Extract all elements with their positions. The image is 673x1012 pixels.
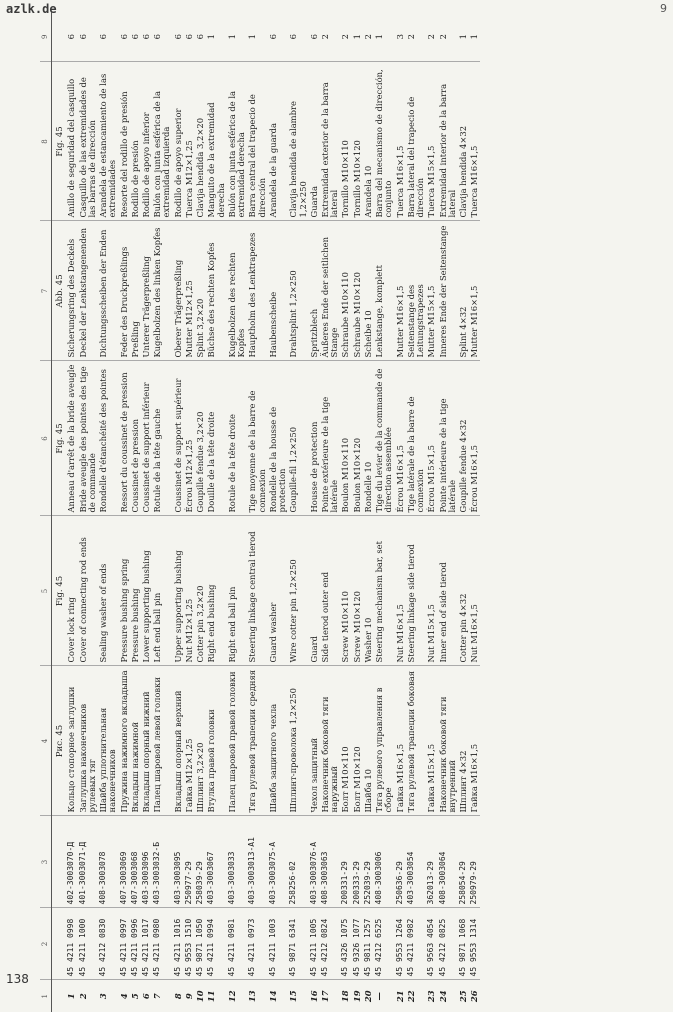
parts-table xyxy=(40,12,480,1012)
figure-label-row xyxy=(52,12,67,1012)
quantity: 6 xyxy=(98,12,118,62)
catalog-number: 45 4211 1016 xyxy=(173,908,184,980)
table-row xyxy=(340,12,351,1012)
name-german: Hauptholm des Lenktrapezes xyxy=(247,221,267,361)
catalog-number: 45 9871 1068 xyxy=(458,908,469,980)
name-spanish: Resorte del rodillo de presión xyxy=(119,62,130,221)
name-french: Pointe extérieure de la tige latérale xyxy=(320,361,340,516)
name-german: Sicherungsring des Deckels xyxy=(66,221,77,361)
catalog-number: 45 9563 4054 xyxy=(426,908,437,980)
name-german: Äußeres Ende der seitlichen Stange xyxy=(320,221,340,361)
name-french: Rondelle de la housse de protection xyxy=(268,361,288,516)
name-german: Mutter M12×1,25 xyxy=(184,221,195,361)
name-spanish: Arandela 10 xyxy=(363,62,374,221)
name-french: Coussinet de support supérieur xyxy=(173,361,184,516)
name-french: Tige du levier de la commande de direction assemblée xyxy=(374,361,394,516)
part-number: 408-3003078 xyxy=(98,816,118,908)
catalog-number: 45 4326 1075 xyxy=(340,908,351,980)
col-header: 9 xyxy=(40,12,52,62)
col-header: 6 xyxy=(40,361,52,516)
part-number: 403-3003067 xyxy=(206,816,226,908)
quantity: 6 xyxy=(195,12,206,62)
quantity: 1 xyxy=(227,12,247,62)
name-french: Housse de protection xyxy=(309,361,320,516)
name-german: Schraube M10×120 xyxy=(352,221,363,361)
table-body xyxy=(66,12,480,1012)
catalog-number: 45 4211 0980 xyxy=(152,908,172,980)
col-header: 7 xyxy=(40,221,52,361)
quantity: 1 xyxy=(469,12,480,62)
name-russian: Шайба защитного чехла xyxy=(268,666,288,816)
table-row xyxy=(458,12,469,1012)
quantity: 6 xyxy=(309,12,320,62)
name-german: Kugelbolzen des linken Kopfes xyxy=(152,221,172,361)
name-french: Coussinet de pression xyxy=(130,361,141,516)
name-german: Mutter M16×1,5 xyxy=(469,221,480,361)
item-number: 10 xyxy=(195,990,206,1003)
name-spanish: Bulón con junta esférica de la extremidad izquierda xyxy=(152,62,172,221)
table-row xyxy=(66,12,77,1012)
name-french: Rotule de la tête droite xyxy=(227,361,247,516)
name-russian: Тяга рулевой трапеции средняя xyxy=(247,666,267,816)
name-russian: Наконечник боковой тяги наружный xyxy=(320,666,340,816)
name-english: Inner end of side tierod xyxy=(438,516,458,666)
name-spanish: Barra del mecanismo de dirección, conjunto xyxy=(374,62,394,221)
item-number: 5 xyxy=(129,993,140,1000)
name-spanish: Tuerca M15×1,5 xyxy=(426,62,437,221)
item-number: 15 xyxy=(288,990,299,1003)
name-english: Wire cotter pin 1,2×250 xyxy=(288,516,308,666)
col-header: 3 xyxy=(40,816,52,908)
name-french: Pointe intérieure de la tige latérale xyxy=(438,361,458,516)
quantity: 2 xyxy=(406,12,426,62)
part-number: 258039-29 xyxy=(195,816,206,908)
part-number: 403-3003095 xyxy=(173,816,184,908)
catalog-number: 45 4211 1017 xyxy=(141,908,152,980)
name-french: Goupille-fil 1,2×250 xyxy=(288,361,308,516)
part-number: 407-3003069 xyxy=(119,816,130,908)
quantity: 2 xyxy=(320,12,340,62)
name-spanish: Tornillo M10×110 xyxy=(340,62,351,221)
name-german: Preßling xyxy=(130,221,141,361)
name-russian: Вкладыш опорный верхний xyxy=(173,666,184,816)
part-number: 403-3003033 xyxy=(227,816,247,908)
table-row xyxy=(406,12,426,1012)
quantity: 6 xyxy=(141,12,152,62)
item-number: 26 xyxy=(469,990,480,1003)
item-number: 12 xyxy=(226,990,237,1003)
part-number: 403-3003013-А1 xyxy=(247,816,267,908)
part-number: 258054-29 xyxy=(458,816,469,908)
catalog-number: 45 4211 0996 xyxy=(130,908,141,980)
item-number: 17 xyxy=(319,990,330,1003)
name-russian: Вкладыш опорный нижний xyxy=(141,666,152,816)
catalog-number: 45 9326 1077 xyxy=(352,908,363,980)
catalog-number: 45 4212 0830 xyxy=(98,908,118,980)
table-row xyxy=(98,12,118,1012)
name-english: Left end ball pin xyxy=(152,516,172,666)
name-german: Dichtungsscheiben der Enden xyxy=(98,221,118,361)
name-french: Tige moyenne de la barre de connexion xyxy=(247,361,267,516)
name-german: Splint 3,2×20 xyxy=(195,221,206,361)
name-english: Washer 10 xyxy=(363,516,374,666)
part-number: 401-3003071-Д xyxy=(78,816,98,908)
part-number: 407-3003068 xyxy=(130,816,141,908)
name-english: Side tierod outer end xyxy=(320,516,340,666)
name-spanish: Casquillo de las extremidades de las barras de dirección xyxy=(78,62,98,221)
name-french: Anneau d'arrêt de la bride aveugle xyxy=(66,361,77,516)
name-german: Deckel der Lenkstangenenden xyxy=(78,221,98,361)
name-french: Boulon M10×120 xyxy=(352,361,363,516)
quantity: 6 xyxy=(78,12,98,62)
name-spanish: Bulón con junta esférica de la extremidad derecha xyxy=(227,62,247,221)
item-number: 8 xyxy=(172,993,183,1000)
item-number: 3 xyxy=(98,993,109,1000)
name-german: Mutter M15×1,5 xyxy=(426,221,437,361)
part-number: 250979-29 xyxy=(469,816,480,908)
table-row xyxy=(309,12,320,1012)
name-french: Bride aveugle des pointes des tige de commande xyxy=(78,361,98,516)
name-french: Goupille fendue 4×32 xyxy=(458,361,469,516)
name-spanish: Tuerca M12×1,25 xyxy=(184,62,195,221)
name-russian: Болт M10×120 xyxy=(352,666,363,816)
table-row xyxy=(173,12,184,1012)
page-number: 138 xyxy=(6,972,29,986)
name-english: Right end bushing xyxy=(206,516,226,666)
name-spanish: Rodillo de apoyo inferior xyxy=(141,62,152,221)
name-english: Steering linkage side tierod xyxy=(406,516,426,666)
name-german: Büchse des rechten Kopfes xyxy=(206,221,226,361)
name-german: Mutter M16×1,5 xyxy=(395,221,406,361)
name-russian: Гайка M16×1,5 xyxy=(395,666,406,816)
quantity: 6 xyxy=(173,12,184,62)
col-header: 2 xyxy=(40,908,52,980)
name-german: Spritzblech xyxy=(309,221,320,361)
name-russian: Тяга рулевого управления в сборе xyxy=(374,666,394,816)
col-header: 4 xyxy=(40,666,52,816)
name-german: Oberer Trägerpreßling xyxy=(173,221,184,361)
part-number: 403-3003032-Б xyxy=(152,816,172,908)
part-number: 408-3003063 xyxy=(320,816,340,908)
quantity: 1 xyxy=(247,12,267,62)
name-english: Sealing washer of ends xyxy=(98,516,118,666)
col-header: 5 xyxy=(40,516,52,666)
name-spanish: Rodillo de presión xyxy=(130,62,141,221)
table-row xyxy=(247,12,267,1012)
catalog-number: 45 4211 1005 xyxy=(309,908,320,980)
corner-number: 9 xyxy=(660,2,667,15)
name-german: Schraube M10×110 xyxy=(340,221,351,361)
item-number: 23 xyxy=(426,990,437,1003)
part-number: 200331-29 xyxy=(340,816,351,908)
name-russian: Тяга рулевой трапеции боковая xyxy=(406,666,426,816)
item-number: 11 xyxy=(206,990,217,1003)
catalog-number: 45 9553 1510 xyxy=(184,908,195,980)
quantity: 1 xyxy=(352,12,363,62)
name-english: Nut M16×1,5 xyxy=(395,516,406,666)
figure-label-es: Fig. 45 xyxy=(52,62,67,221)
name-german: Unterer Trägerpreßling xyxy=(141,221,152,361)
name-french: Écrou M12×1,25 xyxy=(184,361,195,516)
name-russian: Пружина нажимного вкладыша xyxy=(119,666,130,816)
catalog-number: 45 4211 0973 xyxy=(247,908,267,980)
quantity: 2 xyxy=(438,12,458,62)
part-number: 403-3003096 xyxy=(141,816,152,908)
name-spanish: Guarda xyxy=(309,62,320,221)
name-russian: Шайба 10 xyxy=(363,666,374,816)
item-number: 14 xyxy=(267,990,278,1003)
name-russian: Гайка M15×1,5 xyxy=(426,666,437,816)
name-french: Rondelle 10 xyxy=(363,361,374,516)
table-row xyxy=(288,12,308,1012)
table-row xyxy=(395,12,406,1012)
quantity: 6 xyxy=(184,12,195,62)
name-spanish: Clavija hendida 3,2×20 xyxy=(195,62,206,221)
table-row xyxy=(438,12,458,1012)
item-number: 20 xyxy=(362,990,373,1003)
name-french: Douille de la tête droite xyxy=(206,361,226,516)
table-row xyxy=(141,12,152,1012)
catalog-number: 45 4212 0825 xyxy=(438,908,458,980)
name-english: Right end ball pin xyxy=(227,516,247,666)
item-number: 1 xyxy=(66,993,77,1000)
part-number: 403-3003075-А xyxy=(268,816,288,908)
name-german: Haubenscheibe xyxy=(268,221,288,361)
name-english: Upper supporting bushing xyxy=(173,516,184,666)
quantity: 6 xyxy=(66,12,77,62)
item-number: 22 xyxy=(405,990,416,1003)
quantity: 1 xyxy=(206,12,226,62)
item-number: 6 xyxy=(140,993,151,1000)
table-row xyxy=(352,12,363,1012)
table-row xyxy=(152,12,172,1012)
name-russian: Гайка M16×1,5 xyxy=(469,666,480,816)
name-russian: Наконечник боковой тяги внутренний xyxy=(438,666,458,816)
catalog-number: 45 4211 0998 xyxy=(66,908,77,980)
quantity: 2 xyxy=(340,12,351,62)
part-number: 408-3003064 xyxy=(438,816,458,908)
name-french: Rondelle d'étanchéité des pointes xyxy=(98,361,118,516)
catalog-number: 45 9811 1257 xyxy=(363,908,374,980)
catalog-number: 45 4212 6525 xyxy=(374,908,394,980)
item-number: 21 xyxy=(394,990,405,1003)
name-russian: Вкладыш нажимной xyxy=(130,666,141,816)
name-french: Ressort du coussinet de pression xyxy=(119,361,130,516)
part-number: 403-3003054 xyxy=(406,816,426,908)
item-number: 13 xyxy=(247,990,258,1003)
name-spanish: Clavija hendida de alambre 1,2×250 xyxy=(288,62,308,221)
col-header: 1 xyxy=(40,980,52,1012)
quantity: 6 xyxy=(130,12,141,62)
name-spanish: Extremidad exterior de la barra lateral xyxy=(320,62,340,221)
quantity: 3 xyxy=(395,12,406,62)
name-french: Écrou M16×1,5 xyxy=(469,361,480,516)
part-number: 258256-02 xyxy=(288,816,308,908)
table-row xyxy=(206,12,226,1012)
name-spanish: Clavija hendida 4×32 xyxy=(458,62,469,221)
name-russian: Шплинт-проволока 1,2×250 xyxy=(288,666,308,816)
table-row xyxy=(195,12,206,1012)
catalog-number: 45 4211 0994 xyxy=(206,908,226,980)
name-russian: Шайба уплотнительная наконечников xyxy=(98,666,118,816)
table-row xyxy=(363,12,374,1012)
table-row xyxy=(227,12,247,1012)
catalog-number: 45 4211 0982 xyxy=(406,908,426,980)
name-german: Drahtsplint 1,2×250 xyxy=(288,221,308,361)
table-row xyxy=(130,12,141,1012)
item-number: 7 xyxy=(152,993,163,1000)
table-row xyxy=(320,12,340,1012)
name-english: Cover lock ring xyxy=(66,516,77,666)
quantity: 6 xyxy=(119,12,130,62)
name-german: Feder des Druckpreßlings xyxy=(119,221,130,361)
part-number: 252039-29 xyxy=(363,816,374,908)
name-spanish: Rodillo de apoyo superior xyxy=(173,62,184,221)
quantity: 6 xyxy=(288,12,308,62)
item-number: 18 xyxy=(340,990,351,1003)
catalog-number: 45 4211 1000 xyxy=(78,908,98,980)
name-english: Steering mechanism bar, set xyxy=(374,516,394,666)
watermark: azlk.de xyxy=(6,2,57,16)
item-number: 16 xyxy=(308,990,319,1003)
part-number: 250977-29 xyxy=(184,816,195,908)
catalog-number: 45 4211 1003 xyxy=(268,908,288,980)
name-spanish: Extremidad interior de la barra lateral xyxy=(438,62,458,221)
name-english: Pressure bushing xyxy=(130,516,141,666)
table-row xyxy=(374,12,394,1012)
name-english: Pressure bushing spring xyxy=(119,516,130,666)
name-french: Coussinet de support inférieur xyxy=(141,361,152,516)
name-english: Nut M15×1,5 xyxy=(426,516,437,666)
item-number: — xyxy=(374,992,385,1001)
name-spanish: Arandela de la guarda xyxy=(268,62,288,221)
name-english: Guard xyxy=(309,516,320,666)
name-english: Cotter pin 3,2×20 xyxy=(195,516,206,666)
name-english: Screw M10×110 xyxy=(340,516,351,666)
catalog-number: 45 4211 0981 xyxy=(227,908,247,980)
name-french: Rotule de la tête gauche xyxy=(152,361,172,516)
quantity: 1 xyxy=(374,12,394,62)
name-english: Cover of connecting rod ends xyxy=(78,516,98,666)
part-number: 362013-29 xyxy=(426,816,437,908)
parts-table-frame xyxy=(40,12,673,1012)
name-german: Lenkstange, komplett xyxy=(374,221,394,361)
catalog-number: 45 4211 0997 xyxy=(119,908,130,980)
table-row xyxy=(426,12,437,1012)
part-number: 403-3003076-А xyxy=(309,816,320,908)
name-english: Lower supporting bushing xyxy=(141,516,152,666)
part-number: 402-3003070-Д xyxy=(66,816,77,908)
catalog-number: 45 4212 0824 xyxy=(320,908,340,980)
name-russian: Палец шаровой левой головки xyxy=(152,666,172,816)
item-number: 24 xyxy=(437,990,448,1003)
name-german: Seitenstange des Leitungstrapezes xyxy=(406,221,426,361)
name-russian: Шплинт 4×32 xyxy=(458,666,469,816)
name-spanish: Tuerca M16×1,5 xyxy=(469,62,480,221)
name-french: Écrou M16×1,5 xyxy=(395,361,406,516)
name-russian: Палец шаровой правой головки xyxy=(227,666,247,816)
name-german: Scheibe 10 xyxy=(363,221,374,361)
name-spanish: Barra lateral del trapecio de dirección xyxy=(406,62,426,221)
catalog-number: 45 9871 6341 xyxy=(288,908,308,980)
name-french: Écrou M15×1,5 xyxy=(426,361,437,516)
part-number: 200333-29 xyxy=(352,816,363,908)
name-russian: Шплинт 3,2×20 xyxy=(195,666,206,816)
figure-label-en: Fig. 45 xyxy=(52,516,67,666)
quantity: 1 xyxy=(458,12,469,62)
figure-label-ru: Рис. 45 xyxy=(52,666,67,816)
name-german: Splint 4×32 xyxy=(458,221,469,361)
col-header: 8 xyxy=(40,62,52,221)
part-number: 250636-29 xyxy=(395,816,406,908)
quantity: 6 xyxy=(268,12,288,62)
name-russian: Гайка M12×1,25 xyxy=(184,666,195,816)
part-number: 408-3003006 xyxy=(374,816,394,908)
figure-label-fr: Fig. 45 xyxy=(52,361,67,516)
catalog-number: 45 9871 1050 xyxy=(195,908,206,980)
name-english: Steering linkage central tierod xyxy=(247,516,267,666)
item-number: 9 xyxy=(183,993,194,1000)
name-spanish: Manguito de la extremidad derecha xyxy=(206,62,226,221)
name-french: Boulon M10×110 xyxy=(340,361,351,516)
name-french: Goupille fendue 3,2×20 xyxy=(195,361,206,516)
catalog-number: 45 9553 1314 xyxy=(469,908,480,980)
item-number: 19 xyxy=(351,990,362,1003)
item-number: 25 xyxy=(458,990,469,1003)
name-french: Tige latérale de la barre de connexion xyxy=(406,361,426,516)
catalog-number: 45 9553 1264 xyxy=(395,908,406,980)
name-spanish: Barra central del trapecio de dirección xyxy=(247,62,267,221)
table-row xyxy=(469,12,480,1012)
table-row xyxy=(119,12,130,1012)
table-row xyxy=(184,12,195,1012)
name-english: Nut M16×1,5 xyxy=(469,516,480,666)
name-spanish: Tornillo M10×120 xyxy=(352,62,363,221)
name-russian: Кольцо стопорное заглушки xyxy=(66,666,77,816)
quantity: 6 xyxy=(152,12,172,62)
figure-label-de: Abb. 45 xyxy=(52,221,67,361)
name-english: Guard washer xyxy=(268,516,288,666)
item-number: 4 xyxy=(118,993,129,1000)
name-english: Nut M12×1,25 xyxy=(184,516,195,666)
quantity: 2 xyxy=(426,12,437,62)
name-german: Inneres Ende der Seitenstange xyxy=(438,221,458,361)
name-russian: Чехол защитный xyxy=(309,666,320,816)
name-spanish: Tuerca M16×1,5 xyxy=(395,62,406,221)
name-russian: Втулка правой головки xyxy=(206,666,226,816)
name-spanish: Anillo de seguridad del casquillo xyxy=(66,62,77,221)
name-german: Kugelbolzen des rechten Kopfes xyxy=(227,221,247,361)
table-row xyxy=(268,12,288,1012)
item-number: 2 xyxy=(77,993,88,1000)
table-row xyxy=(78,12,98,1012)
name-spanish: Arandela de estancamiento de las extremidades xyxy=(98,62,118,221)
quantity: 2 xyxy=(363,12,374,62)
name-russian: Заглушка наконечников рулевых тяг xyxy=(78,666,98,816)
name-english: Cotter pin 4×32 xyxy=(458,516,469,666)
name-russian: Болт M10×110 xyxy=(340,666,351,816)
name-english: Screw M10×120 xyxy=(352,516,363,666)
column-number-row xyxy=(40,12,52,1012)
